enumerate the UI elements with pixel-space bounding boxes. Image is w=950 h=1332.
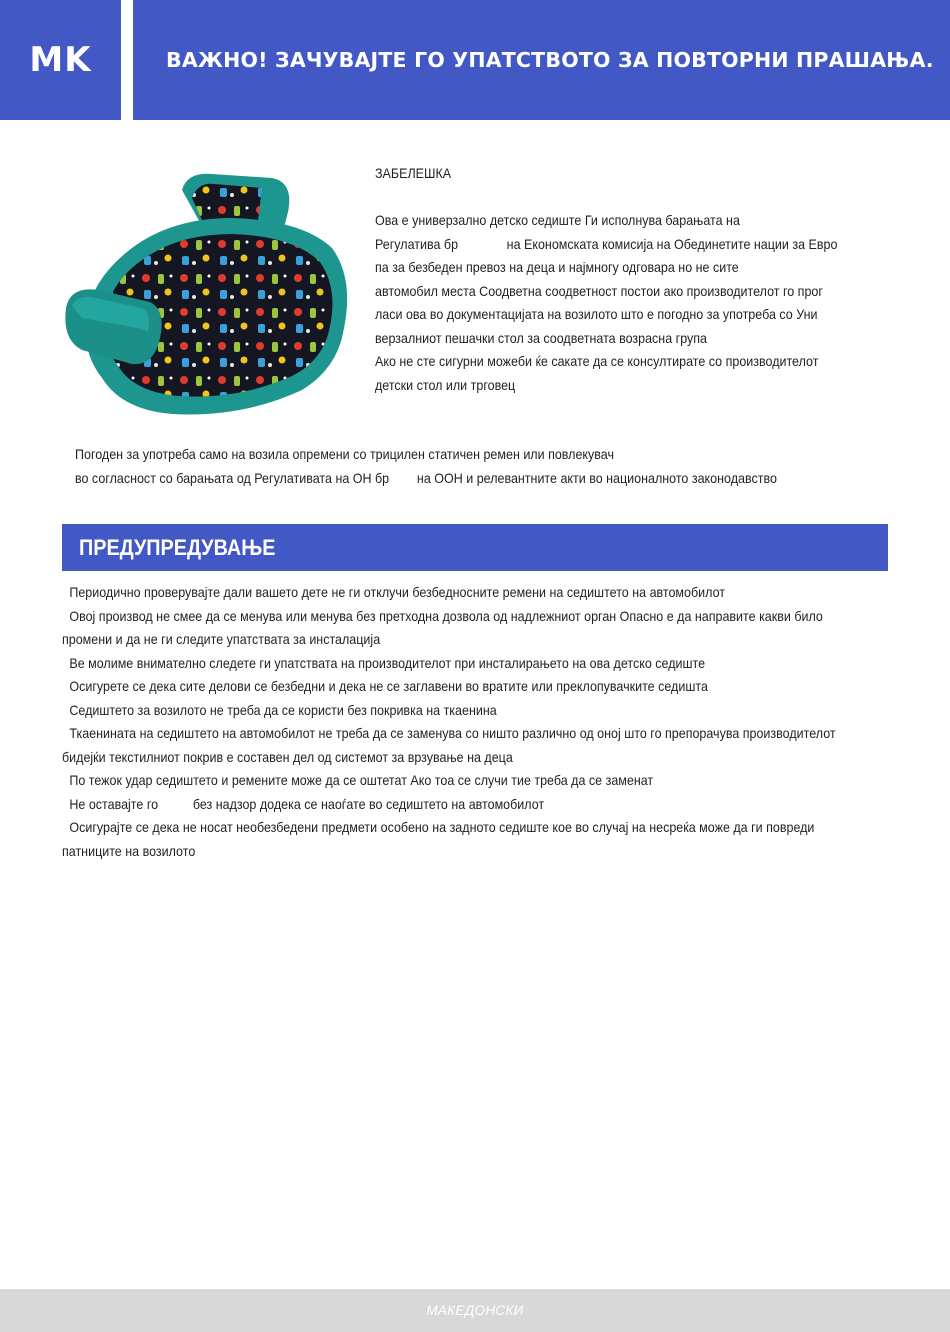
warning-item-continued: бидејќи текстилниот покрив е составен дел од системот за врзување на деца: [62, 749, 513, 765]
note-line: верзалниот пешачки стол за соодветната возрасна група: [375, 330, 708, 346]
warning-item: Седиштето за возилото не треба да се користи без покривка на ткаенина: [69, 702, 497, 718]
warning-item-continued: патниците на возилото: [62, 843, 196, 859]
booster-seat-image: [62, 168, 352, 423]
header-bar: [133, 0, 950, 120]
warning-item: Ве молиме внимателно следете ги упатствата на производителот при инсталирањето на ова детско седиште: [69, 655, 706, 671]
page-title: ВАЖНО! ЗАЧУВАЈТЕ ГО УПАТСТВОТО ЗА ПОВТОРНИ ПРАШАЊА.: [166, 48, 934, 72]
warning-item: По тежок удар седиштето и ремените може да се оштетат Ако тоа се случи тие треба да се заменат: [69, 773, 654, 788]
note-title: ЗАБЕЛЕШКА: [375, 166, 452, 181]
warning-header: [62, 524, 888, 571]
suitability-line: во согласност со барањата од Регулативата на ОН бр на ООН и релевантните акти во националното законодавство: [75, 470, 777, 486]
warning-item: Не оставајте го без надзор додека се наоѓате во седиштето на автомобилот: [69, 796, 545, 812]
note-line: Регулатива бр на Економската комисија на Обединетите нации за Евро: [375, 236, 838, 252]
language-badge: MK: [0, 0, 121, 120]
note-line: ласи ова во документацијата на возилото што е погодно за употреба со Уни: [375, 307, 818, 322]
note-line: па за безбеден превоз на деца и најмногу одговара но не сите: [375, 260, 739, 275]
warning-item: Овој производ не смее да се менува или менува без претходна дозвола од надлежниот орган Опасно е да направите какви било: [69, 608, 823, 624]
suitability-line: Погоден за употреба само на возила опремени со трицилен статичен ремен или повлекувач: [75, 447, 614, 462]
note-line: автомобил места Соодветна соодветност постои ако производителот го прог: [375, 283, 823, 299]
warning-item: Осигурајте се дека не носат необезбедени предмети особено на задното седиште кое во случај на несреќа може да ги повреди: [69, 820, 815, 835]
note-line: Ова е универзално детско седиште Ги исполнува барањата на: [375, 213, 740, 228]
suitability-text: [75, 443, 811, 490]
warning-item-continued: промени и да не ги следите упатствата за инсталација: [62, 632, 381, 647]
warning-item: Периодично проверувајте дали вашето дете не ги отклучи безбедносните ремени на седиштето на автомобилот: [69, 585, 725, 600]
note-line: детски стол или трговец: [375, 377, 516, 393]
warning-list: [62, 581, 890, 863]
warning-title: ПРЕДУПРЕДУВАЊЕ: [79, 534, 276, 560]
warning-item: Осигурете се дека сите делови се безбедни и дека не се заглавени во вратите или преклопувачките седишта: [69, 679, 708, 694]
warning-item: Ткаенината на седиштето на автомобилот не треба да се заменува со ништо различно од оној што го препорачува производителот: [69, 726, 836, 741]
footer: [0, 1289, 950, 1332]
footer-language: МАКЕДОНСКИ: [426, 1303, 524, 1318]
note-line: Ако не сте сигурни можеби ќе сакате да се консултирате со производителот: [375, 354, 819, 369]
note-section: [375, 162, 838, 397]
